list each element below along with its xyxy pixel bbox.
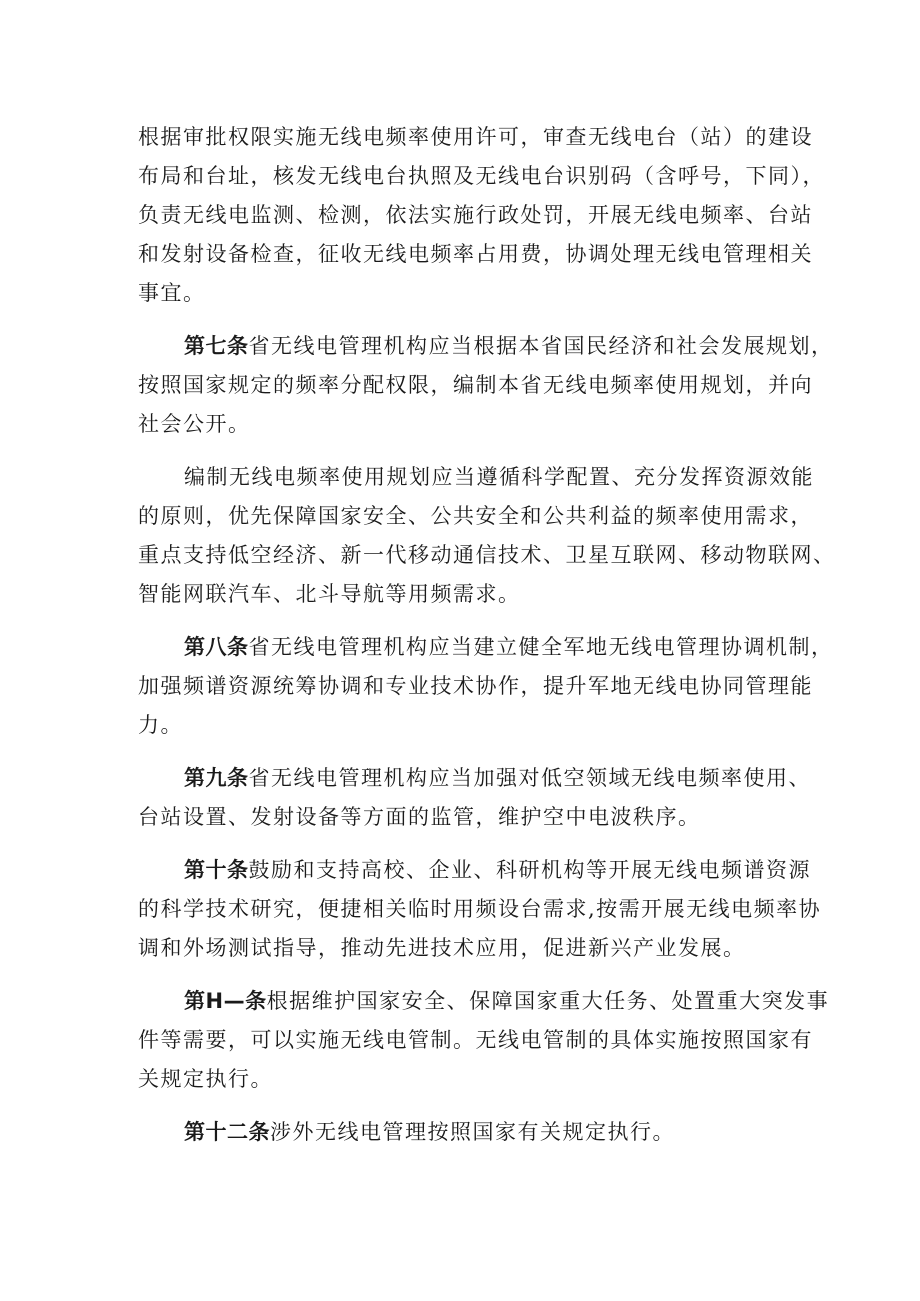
text-line: 根据审批权限实施无线电频率使用许可，审查无线电台（站）的建设 [138,125,813,149]
text-line [138,759,811,798]
text-segment: 涉外无线电管理按照国家有关规定执行。 [270,1120,675,1144]
text-line: 加强频谱资源统筹协调和专业技术协作，提升军地无线电协同管理能 [138,674,813,698]
article-7-paragraph-2 [138,458,836,614]
text-line: 台站设置、发射设备等方面的监管，维护空中电波秩序。 [138,805,701,829]
article-9 [138,759,811,837]
text-line: 布局和台址，核发无线电台执照及无线电台识别码（含呼号，下同）， [138,164,825,188]
text-line: 负责无线电监测、检测，依法实施行政处罚，开展无线电频率、台站 [138,203,813,227]
text-line: 社会公开。 [138,412,251,436]
paragraph-continuation [138,118,825,313]
article-heading: 第H—条 [184,989,267,1013]
text-segment: 省无线电管理机构应当建立健全军地无线电管理协调机制， [248,635,834,659]
text-segment: 鼓励和支持高校、企业、科研机构等开展无线电频谱资源 [248,858,811,882]
text-line: 的原则，优先保障国家安全、公共安全和公共利益的频率使用需求， [138,504,813,528]
article-heading: 第十二条 [184,1120,270,1144]
article-11 [138,982,830,1099]
article-heading: 第十条 [184,858,249,882]
article-10 [138,851,822,968]
article-heading: 第七条 [184,334,249,358]
text-line [138,982,830,1021]
document-body [138,118,836,1166]
text-line [138,327,834,366]
text-line: 重点支持低空经济、新一代移动通信技术、卫星互联网、移动物联网、 [138,543,836,567]
text-line: 按照国家规定的频率分配权限，编制本省无线电频率使用规划，并向 [138,373,813,397]
text-line: 事宜。 [138,281,206,305]
text-segment: 根据维护国家安全、保障国家重大任务、处置重大突发事 [266,989,830,1013]
article-7 [138,327,834,444]
text-line: 件等需要，可以实施无线电管制。无线电管制的具体实施按照国家有 [138,1028,813,1052]
text-segment: 省无线电管理机构应当加强对低空领域无线电频率使用、 [248,766,811,790]
text-line: 的科学技术研究，便捷相关临时用频设台需求,按需开展无线电频率协 [138,897,822,921]
article-8 [138,628,834,745]
text-line: 力。 [138,713,183,737]
text-line [138,628,834,667]
article-12 [138,1113,798,1152]
text-line: 关规定执行。 [138,1067,273,1091]
article-heading: 第八条 [184,635,249,659]
text-line: 智能网联汽车、北斗导航等用频需求。 [138,582,521,606]
text-line [138,851,811,890]
text-line: 编制无线电频率使用规划应当遵循科学配置、充分发挥资源效能 [184,465,814,489]
article-heading: 第九条 [184,766,249,790]
text-segment: 省无线电管理机构应当根据本省国民经济和社会发展规划， [248,334,834,358]
text-line [138,1113,798,1152]
text-line: 调和外场测试指导，推动先进技术应用，促进新兴产业发展。 [138,936,746,960]
text-line: 和发射设备检查，征收无线电频率占用费，协调处理无线电管理相关 [138,242,813,266]
